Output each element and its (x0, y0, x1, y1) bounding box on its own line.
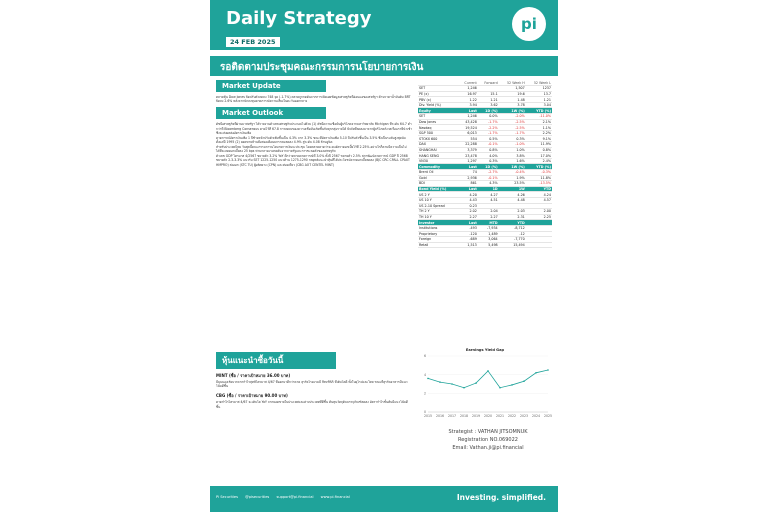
table-cell: -12 (499, 231, 526, 237)
table-cell: 2,936 (458, 175, 478, 181)
table-cell: 1.22 (458, 97, 478, 103)
report-title: Daily Strategy (226, 8, 372, 29)
table-cell: 4.57 (526, 197, 552, 203)
table-cell: PE (x) (418, 91, 458, 97)
table-cell: 1.0% (499, 147, 526, 153)
table-cell: 3.94 (458, 102, 478, 108)
data-point (523, 380, 525, 382)
table-cell: YTD (%) (526, 164, 552, 170)
table-cell: US 2-10 Spread (418, 203, 458, 209)
table-cell: Last (458, 220, 478, 226)
table-cell: 4.0% (478, 153, 499, 159)
table-cell: Current (458, 80, 478, 86)
table-cell: 52 Week H (499, 80, 526, 86)
table-cell: Nasdaq (418, 125, 458, 131)
table-cell: 16.97 (458, 91, 478, 97)
data-point (439, 381, 441, 383)
paragraph: ตัวเลข GDP ไตรมาส 4/2567 ขยายตัว 3.2% YoY ดีกว่าตลาดคาดการณ์ที่ 3.0% ทั้งปี 2567 ขยายตัว 2.5% สภาพัฒน์คาดการณ์ GDP ปี 2568 ขยายตัว 2.3-3.3% แนวรับ SET 1225-1250 แนวต้าน 1275-1290 กลยุทธ์แนะนำหุ้นที่ได้ประโยชน์จากดอกเบี้ยลดลง (BJC CRC CPALL CPAXT HMPRO) ส่งออก (STC TU) ผู้ผลิตยาง (CPN) และท่องเที่ยว (CBG AOT CENTEL MINT) (216, 154, 410, 167)
chart-svg (418, 352, 552, 424)
table-cell: Last (458, 108, 478, 114)
data-point (535, 372, 537, 374)
table-cell: 19.6 (499, 91, 526, 97)
footer-link[interactable]: @pisecurities (245, 495, 270, 499)
author-registration: Registration NO.069022 (458, 437, 518, 443)
table-cell: -1.7% (478, 119, 499, 125)
table-cell: S&P 500 (418, 130, 458, 136)
market-update-text (216, 95, 412, 103)
table-cell: -1.7% (499, 130, 526, 136)
table-cell: 9.1% (526, 136, 552, 142)
table-cell: 3.62 (478, 102, 499, 108)
table-cell: 11.9% (526, 142, 552, 148)
table-cell: MTD (478, 220, 499, 226)
market-update-heading: Market Update (216, 80, 326, 92)
table-cell: 2.00 (526, 209, 552, 215)
stock-pick-title: MINT (ซื้อ / ราคาเป้าหมาย 36.00 บาท) (216, 373, 291, 378)
daily-strategy-page (210, 0, 558, 512)
table-cell: 3.04 (526, 102, 552, 108)
table-cell: Gold (418, 175, 458, 181)
table-cell: Retail (418, 242, 458, 248)
data-point (463, 387, 465, 389)
table-cell: 1,507 (499, 86, 526, 92)
table-cell: 43,428 (458, 119, 478, 125)
table-cell: 15.1 (478, 91, 499, 97)
table-cell: SET (418, 86, 458, 92)
table-cell: 1D (%) (478, 108, 499, 114)
paragraph: ดัชนีเศรษฐกิจที่ผ่านมาสหรัฐฯ ได้รายงานตัวเลขเศรษฐกิจประกอบไปด้วย (1) ดัชนีความเชื่อมั่นผู้บริโภคจากมหาวิทยาลัย Michigan ที่ระดับ 64.7 ต่ำกว่าที่ Bloomberg Consensus คาดไว้ที่ 67.8 การลดลงของความเชื่อมั่นเกิดขึ้นกับทุกกลุ่มรายได้ ปัจจัยที่ลดลงมาจากผู้บริโภคกังวลเรื่องภาษีนำเข้าซึ่งจะส่งผลต่ออัตราเงินเฟ้อ (216, 122, 412, 135)
table-cell: 1.21 (478, 97, 499, 103)
market-outlook-text (216, 122, 412, 166)
theme-title: รอติดตามประชุมคณะกรรมการนโยบายการเงิน (220, 62, 424, 73)
chart-title: Earnings Yield Gap (465, 348, 505, 352)
table-cell: 4.24 (526, 192, 552, 198)
table-cell: -1.0% (499, 142, 526, 148)
header (210, 0, 558, 50)
x-tick-label: 2021 (495, 414, 505, 418)
table-cell: 3.78 (499, 102, 526, 108)
table-cell: -1.7% (478, 130, 499, 136)
table-cell: SET (418, 114, 458, 120)
table-cell: 22,288 (458, 142, 478, 148)
author-name: Strategist : VATHAN JITSOMNUK (448, 429, 528, 435)
table-cell: 1D (478, 186, 499, 192)
table-cell: 1.6% (499, 158, 526, 164)
table-cell: 554 (458, 136, 478, 142)
table-cell: 4.20 (458, 192, 478, 198)
table-cell: -120 (458, 231, 478, 237)
table-cell: 1W (%) (499, 164, 526, 170)
table-cell: 19,524 (458, 125, 478, 131)
table-cell: -2.5% (499, 125, 526, 131)
author-email: Email: Vathan.ji@pi.financial (452, 445, 524, 451)
table-cell: 2.03 (499, 209, 526, 215)
pi-logo-icon: pi (512, 7, 546, 41)
y-tick-label: 6 (423, 354, 426, 359)
data-point (487, 370, 489, 372)
table-cell: 1D (%) (478, 164, 499, 170)
stock-pick-heading: หุ้นแนะนำซื้อวันนี้ (216, 352, 336, 369)
table-cell: 3.8% (499, 153, 526, 159)
table-cell: 5,498 (478, 242, 499, 248)
footer-link[interactable]: support@pi.financial (276, 495, 314, 499)
table-cell: -7,934 (478, 225, 499, 231)
paragraph: สำหรับประเทศไทย วันพุธนี้คณะกรรมการนโยบายการเงินจะประชุม โดยตลาดคาดว่าจะคงอัตราดอกเบี้ยไว้ที่ 2.25% อย่างไรก็ตามมีความเป็นไปได้ที่จะลดดอกเบี้ยลง 25 bps ท่ามกลางแรงกดดันจากภาครัฐและการชะลอตัวของเศรษฐกิจ (216, 145, 407, 154)
table-cell: 4.27 (478, 192, 499, 198)
table-cell: 1.9% (499, 175, 526, 181)
table-cell: 2.02 (458, 209, 478, 215)
footer (210, 486, 558, 512)
table-cell: -13.5% (526, 181, 552, 187)
table-cell: 1237 (526, 86, 552, 92)
table-cell: 0.3% (478, 158, 499, 164)
table-cell: 0.8% (526, 147, 552, 153)
table-row (418, 242, 552, 248)
table-cell: 1.21 (526, 97, 552, 103)
footer-link[interactable]: Pi Securities (216, 495, 238, 499)
table-cell: 1W (499, 186, 526, 192)
table-cell: -7,770 (499, 237, 526, 243)
table-cell: 2.27 (458, 214, 478, 220)
data-point (547, 369, 549, 371)
table-cell: 0.3% (499, 136, 526, 142)
table-cell: -11.0% (526, 114, 552, 120)
table-cell: Div. Yield (%) (418, 102, 458, 108)
table-cell: -0.1% (478, 175, 499, 181)
report-date: 24 FEB 2025 (226, 37, 280, 47)
y-tick-label: 2 (423, 391, 426, 396)
table-cell: 3,379 (458, 147, 478, 153)
table-cell: 1,513 (458, 242, 478, 248)
table-cell: -2.0% (499, 114, 526, 120)
table-cell: US 10 Y (418, 197, 458, 203)
table-cell: Institutions (418, 225, 458, 231)
table-cell: 1,246 (458, 114, 478, 120)
y-tick-label: 0 (423, 410, 426, 415)
theme-banner (210, 56, 558, 76)
series-line (428, 370, 548, 388)
table-cell: Forward (478, 80, 499, 86)
left-column (216, 80, 412, 171)
table-cell: BDI (418, 181, 458, 187)
table-cell: YTD (526, 186, 552, 192)
table-cell: 4.51 (478, 197, 499, 203)
data-point (511, 384, 513, 386)
data-point (451, 383, 453, 385)
table-cell: STOXX 600 (418, 136, 458, 142)
x-tick-label: 2017 (447, 414, 457, 418)
table-cell: Equity (418, 108, 458, 114)
table-cell: 23,478 (458, 153, 478, 159)
footer-slogan: Investing. simplified. (456, 493, 546, 502)
table-cell: Commodity (418, 164, 458, 170)
x-tick-label: 2024 (531, 414, 541, 418)
table-cell: 2.27 (478, 214, 499, 220)
stock-pick-section (216, 352, 412, 413)
table-cell: Investor (418, 220, 458, 226)
table-cell: 74 (458, 170, 478, 176)
table-cell: 0.0% (478, 114, 499, 120)
stock-pick-title: CBG (ซื้อ / ราคาเป้าหมาย 90.00 บาท) (216, 393, 288, 399)
table-cell: TH 2 Y (418, 209, 458, 215)
data-point (427, 378, 429, 380)
y-tick-label: 4 (423, 372, 426, 377)
table-cell: 17.0% (526, 153, 552, 159)
table-cell: PBV (x) (418, 97, 458, 103)
x-tick-label: 2016 (435, 414, 445, 418)
footer-links (216, 495, 356, 499)
table-cell: 2.1% (526, 119, 552, 125)
table-cell: 0.23 (458, 203, 478, 209)
table-cell: -8,712 (499, 225, 526, 231)
table-cell: Bond Yield (%) (418, 186, 458, 192)
table-cell: YTD (499, 220, 526, 226)
table-cell: TH 10 Y (418, 214, 458, 220)
x-tick-label: 2015 (423, 414, 433, 418)
table-cell: 52 Week L (526, 80, 552, 86)
x-tick-label: 2022 (507, 414, 517, 418)
table-cell: US 2 Y (418, 192, 458, 198)
table-cell: 0.8% (478, 147, 499, 153)
table-cell: 4.48 (499, 197, 526, 203)
table-cell: 2.31 (499, 214, 526, 220)
table-cell: VN30 (418, 158, 458, 164)
stock-pick-text: คาดกำไรไตรมาส 4/67 จะเติบโต YoY จากยอดขายในประเทศและต่างประเทศที่ดีขึ้น ต้นทุนวัตถุดิบบรรจุภัณฑ์ลดลง อัตรากำไรขั้นต้นมีแนวโน้มดีขึ้น (216, 400, 408, 409)
table-cell: 1,489 (478, 231, 499, 237)
table-cell: HANG SENG (418, 153, 458, 159)
paragraph: ตลาดหุ้น Dow Jones ปิดปรับตัวลดลง 748 จุด (-1.7%) ตลาดถูกกดดันจากการเปิดเผยข้อมูลเศรษฐกิจที่อ่อนแอของสหรัฐฯ ด้านราคาน้ำมันดิบ BRT ปิดลง 2.6% หลังจากนักลงทุนคาดการณ์ความเสี่ยงในตะวันออกกลาง (216, 95, 411, 104)
market-data-tables (418, 80, 552, 248)
table-cell: 1,246 (458, 86, 478, 92)
paragraph: คาดการณ์อัตราเงินเฟ้อ 1 ปีข้างหน้าปรับตัวเพิ่มขึ้นเป็น 4.3% จาก 3.3% ขณะที่อัตราเงินเฟ้อ 5-10 ปีปรับตัวขึ้นเป็น 3.5% ซึ่งเป็นระดับสูงสุดนับตั้งแต่ปี 1995 (2) ยอดขายบ้านมือสองเดือนมกราคมลดลง 4.9% สู่ระดับ 4.08 ล้านยูนิต (216, 135, 406, 145)
table-cell: 4.43 (458, 197, 478, 203)
table-cell: YTD (%) (526, 108, 552, 114)
table-cell: 2.04 (478, 209, 499, 215)
x-tick-label: 2020 (483, 414, 493, 418)
table-cell: 2.2% (526, 130, 552, 136)
table-cell: Proprietary (418, 231, 458, 237)
table-cell: Last (458, 164, 478, 170)
data-point (475, 382, 477, 384)
table-cell: 15,494 (499, 242, 526, 248)
table-cell: 1.48 (499, 97, 526, 103)
table-cell: 0.5% (478, 136, 499, 142)
earnings-yield-chart (418, 348, 552, 428)
table-cell: SHANGHAI (418, 147, 458, 153)
table-cell: DAX (418, 142, 458, 148)
table-cell: 2.25 (526, 214, 552, 220)
table-cell: -493 (458, 225, 478, 231)
data-point (499, 387, 501, 389)
table-cell: -0.4% (499, 170, 526, 176)
table-cell: Brent Oil (418, 170, 458, 176)
table-cell: 3,064 (478, 237, 499, 243)
table-cell: 11.8% (526, 175, 552, 181)
table-cell: -0.3% (526, 170, 552, 176)
market-outlook-heading: Market Outlook (216, 107, 326, 119)
footer-link[interactable]: www.pi.financial (320, 495, 350, 499)
table-cell: Dow Jones (418, 119, 458, 125)
table-cell: -2.2% (478, 125, 499, 131)
table-cell: 861 (458, 181, 478, 187)
x-tick-label: 2025 (543, 414, 552, 418)
table-cell: 4.26 (499, 192, 526, 198)
table-cell: -2.7% (478, 170, 499, 176)
table-cell: 23.5% (499, 181, 526, 187)
table-cell: 4.3% (478, 181, 499, 187)
table-cell: 1,297 (458, 158, 478, 164)
market-table (418, 80, 552, 248)
x-tick-label: 2019 (471, 414, 481, 418)
table-cell: 2.4% (526, 158, 552, 164)
table-cell: Foreign (418, 237, 458, 243)
table-cell (526, 242, 552, 248)
table-cell: 1.1% (526, 125, 552, 131)
x-tick-label: 2023 (519, 414, 529, 418)
table-cell: 13.7 (526, 91, 552, 97)
table-cell: 6,013 (458, 130, 478, 136)
x-tick-label: 2018 (459, 414, 469, 418)
table-cell: 1W (%) (499, 108, 526, 114)
table-cell: Last (458, 186, 478, 192)
author-block (424, 428, 552, 452)
table-cell: -0.1% (478, 142, 499, 148)
table-cell: -2.5% (499, 119, 526, 125)
table-cell: -689 (458, 237, 478, 243)
stock-pick-text: มีมุมมองเชิงบวกจากกำไรสุทธิไตรมาส 4/67 ที่ออกมาดีกว่าคาด ธุรกิจโรงแรมมี RevPAR ที่เติบโตดี ทั้งในยุโรปและไทย ขณะที่ธุรกิจอาหารมีแนวโน้มดีขึ้น (216, 380, 408, 389)
